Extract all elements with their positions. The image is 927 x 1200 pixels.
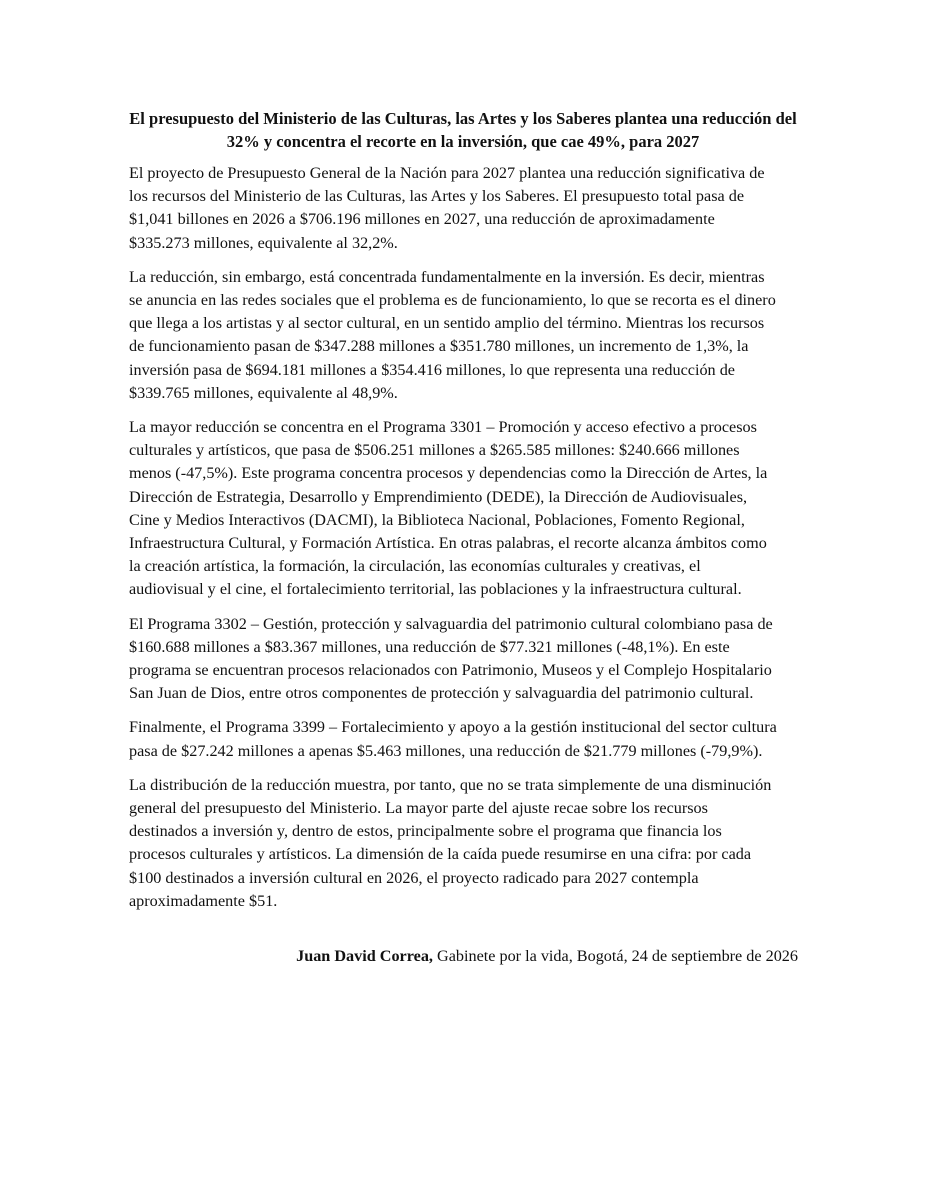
paragraph-program-3301: La mayor reducción se concentra en el Programa 3301 – Promoción y acceso efectivo a procesos culturales y artísticos, que pasa de $506.251 millones a $265.585 millones: $240.666 millones menos (-47,5%). Este programa concentra procesos y dependencias como la Dirección de Artes, la Dirección de Estrategia, Desarrollo y Emprendimiento (DEDE), la Dirección de Audiovisuales, Cine y Medios Interactivos (DACMI), la Biblioteca Nacional, Poblaciones, Fomento Regional, Infraestructura Cultural, y Formación Artística. En otras palabras, el recorte alcanza ámbitos como la creación artística, la formación, la circulación, las economías culturales y creativas, el audiovisual y el cine, el fortalecimiento territorial, las poblaciones y la infraestructura cultural.: [129, 418, 768, 599]
paragraph-program-3302: El Programa 3302 – Gestión, protección y salvaguardia del patrimonio cultural colombiano pasa de $160.688 millones a $83.367 millones, una reducción de $77.321 millones (-48,1%). En este programa se encuentran procesos relacionados con Patrimonio, Museos y el Complejo Hospitalario San Juan de Dios, entre otros componentes de protección y salvaguardia del patrimonio cultural.: [129, 614, 773, 703]
paragraph-investment-cut: La reducción, sin embargo, está concentrada fundamentalmente en la inversión. Es decir, mientras se anuncia en las redes sociales que el problema es de funcionamiento, lo que se recorta es el dinero que llega a los artistas y al sector cultural, en un sentido amplio del término. Mientras los recursos de funcionamiento pasan de $347.288 millones a $351.780 millones, un incremento de 1,3%, la inversión pasa de $694.181 millones a $354.416 millones, lo que representa una reducción de $339.765 millones, equivalente al 48,9%.: [129, 267, 776, 402]
signature-author: Juan David Correa,: [296, 947, 433, 965]
paragraph-program-3399: Finalmente, el Programa 3399 – Fortalecimiento y apoyo a la gestión institucional del sector cultura pasa de $27.242 millones a apenas $5.463 millones, una reducción de $21.779 millones (-79,9%).: [129, 718, 777, 760]
document-title: El presupuesto del Ministerio de las Culturas, las Artes y los Saberes plantea una reducción del 32% y concentra el recorte en la inversión, que cae 49%, para 2027: [129, 109, 797, 151]
paragraph-conclusion: La distribución de la reducción muestra, por tanto, que no se trata simplemente de una disminución general del presupuesto del Ministerio. La mayor parte del ajuste recae sobre los recursos destinados a inversión y, dentro de estos, principalmente sobre el programa que financia los procesos culturales y artísticos. La dimensión de la caída puede resumirse en una cifra: por cada $100 destinados a inversión cultural en 2026, el proyecto radicado para 2027 contempla aproximadamente $51.: [129, 775, 772, 910]
document-body: [129, 162, 809, 924]
signature-line: [130, 945, 798, 968]
signature-details: Gabinete por la vida, Bogotá, 24 de septiembre de 2026: [432, 947, 798, 965]
paragraph-total-budget: El proyecto de Presupuesto General de la Nación para 2027 plantea una reducción significativa de los recursos del Ministerio de las Culturas, las Artes y los Saberes. El presupuesto total pasa de $1,041 billones en 2026 a $706.196 millones en 2027, una reducción de aproximadamente $335.273 millones, equivalente al 32,2%.: [129, 164, 765, 252]
